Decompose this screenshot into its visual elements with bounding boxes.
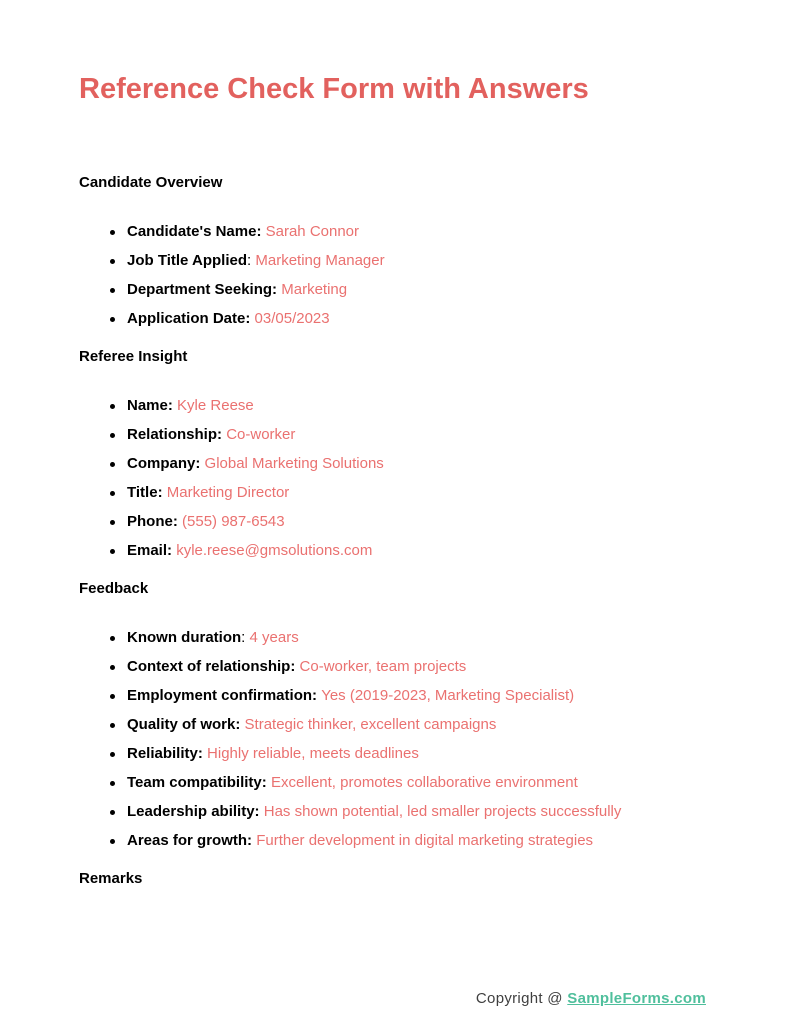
list-item xyxy=(79,803,706,821)
section-heading-candidate-overview: Candidate Overview xyxy=(79,174,223,191)
list-item xyxy=(79,252,706,270)
list-item xyxy=(79,310,706,328)
list-item xyxy=(79,426,706,444)
list-item xyxy=(79,223,706,241)
field-label: Job Title Applied xyxy=(127,252,248,269)
field-value: Kyle Reese xyxy=(177,397,254,414)
field-value: 03/05/2023 xyxy=(254,310,330,327)
section-heading-remarks: Remarks xyxy=(79,870,143,887)
field-label: Application Date: xyxy=(127,310,251,327)
list-item xyxy=(79,745,706,763)
field-label: Context of relationship: xyxy=(127,658,296,675)
field-label: Relationship: xyxy=(127,426,223,443)
section-heading-referee-insight: Referee Insight xyxy=(79,348,188,365)
footer-copyright xyxy=(476,990,706,1008)
field-label: Employment confirmation: xyxy=(127,687,318,704)
field-value: Further development in digital marketing strategies xyxy=(256,832,594,849)
field-value: Strategic thinker, excellent campaigns xyxy=(244,716,497,733)
field-label: Candidate's Name: xyxy=(127,223,262,240)
field-value: 4 years xyxy=(249,629,299,646)
field-value: Yes (2019-2023, Marketing Specialist) xyxy=(321,687,575,704)
list-item xyxy=(79,832,706,850)
field-value: Marketing Director xyxy=(166,484,290,501)
list-item xyxy=(79,281,706,299)
feedback-list xyxy=(79,629,706,850)
field-label: Department Seeking: xyxy=(127,281,278,298)
list-item xyxy=(79,716,706,734)
field-value: Global Marketing Solutions xyxy=(204,455,384,472)
field-label: Leadership ability: xyxy=(127,803,260,820)
list-item xyxy=(79,687,706,705)
field-value: Co-worker, team projects xyxy=(299,658,467,675)
field-label: Areas for growth: xyxy=(127,832,253,849)
field-label: Quality of work: xyxy=(127,716,241,733)
field-value: Marketing xyxy=(281,281,348,298)
sampleforms-link[interactable]: SampleForms.com xyxy=(567,990,706,1007)
field-colon: : xyxy=(241,629,246,646)
list-item xyxy=(79,513,706,531)
field-value: (555) 987-6543 xyxy=(182,513,285,530)
field-label: Company: xyxy=(127,455,201,472)
field-label: Title: xyxy=(127,484,163,501)
field-label: Team compatibility: xyxy=(127,774,267,791)
field-value: kyle.reese@gmsolutions.com xyxy=(176,542,373,559)
section-heading-feedback: Feedback xyxy=(79,580,149,597)
field-label: Reliability: xyxy=(127,745,203,762)
field-label: Email: xyxy=(127,542,173,559)
list-item xyxy=(79,774,706,792)
candidate-overview-list xyxy=(79,223,706,328)
list-item xyxy=(79,397,706,415)
list-item xyxy=(79,542,706,560)
field-value: Co-worker xyxy=(226,426,296,443)
list-item xyxy=(79,629,706,647)
list-item xyxy=(79,484,706,502)
field-value: Sarah Connor xyxy=(265,223,360,240)
field-label: Phone: xyxy=(127,513,178,530)
list-item xyxy=(79,455,706,473)
field-value: Marketing Manager xyxy=(255,252,385,269)
list-item xyxy=(79,658,706,676)
page-title: Reference Check Form with Answers xyxy=(79,73,589,105)
field-colon: : xyxy=(247,252,252,269)
referee-insight-list xyxy=(79,397,706,560)
field-label: Known duration xyxy=(127,629,242,646)
field-value: Has shown potential, led smaller projects successfully xyxy=(263,803,622,820)
field-value: Highly reliable, meets deadlines xyxy=(207,745,419,762)
copyright-text: Copyright @ xyxy=(475,990,568,1007)
field-label: Name: xyxy=(127,397,173,414)
field-value: Excellent, promotes collaborative environment xyxy=(270,774,578,791)
